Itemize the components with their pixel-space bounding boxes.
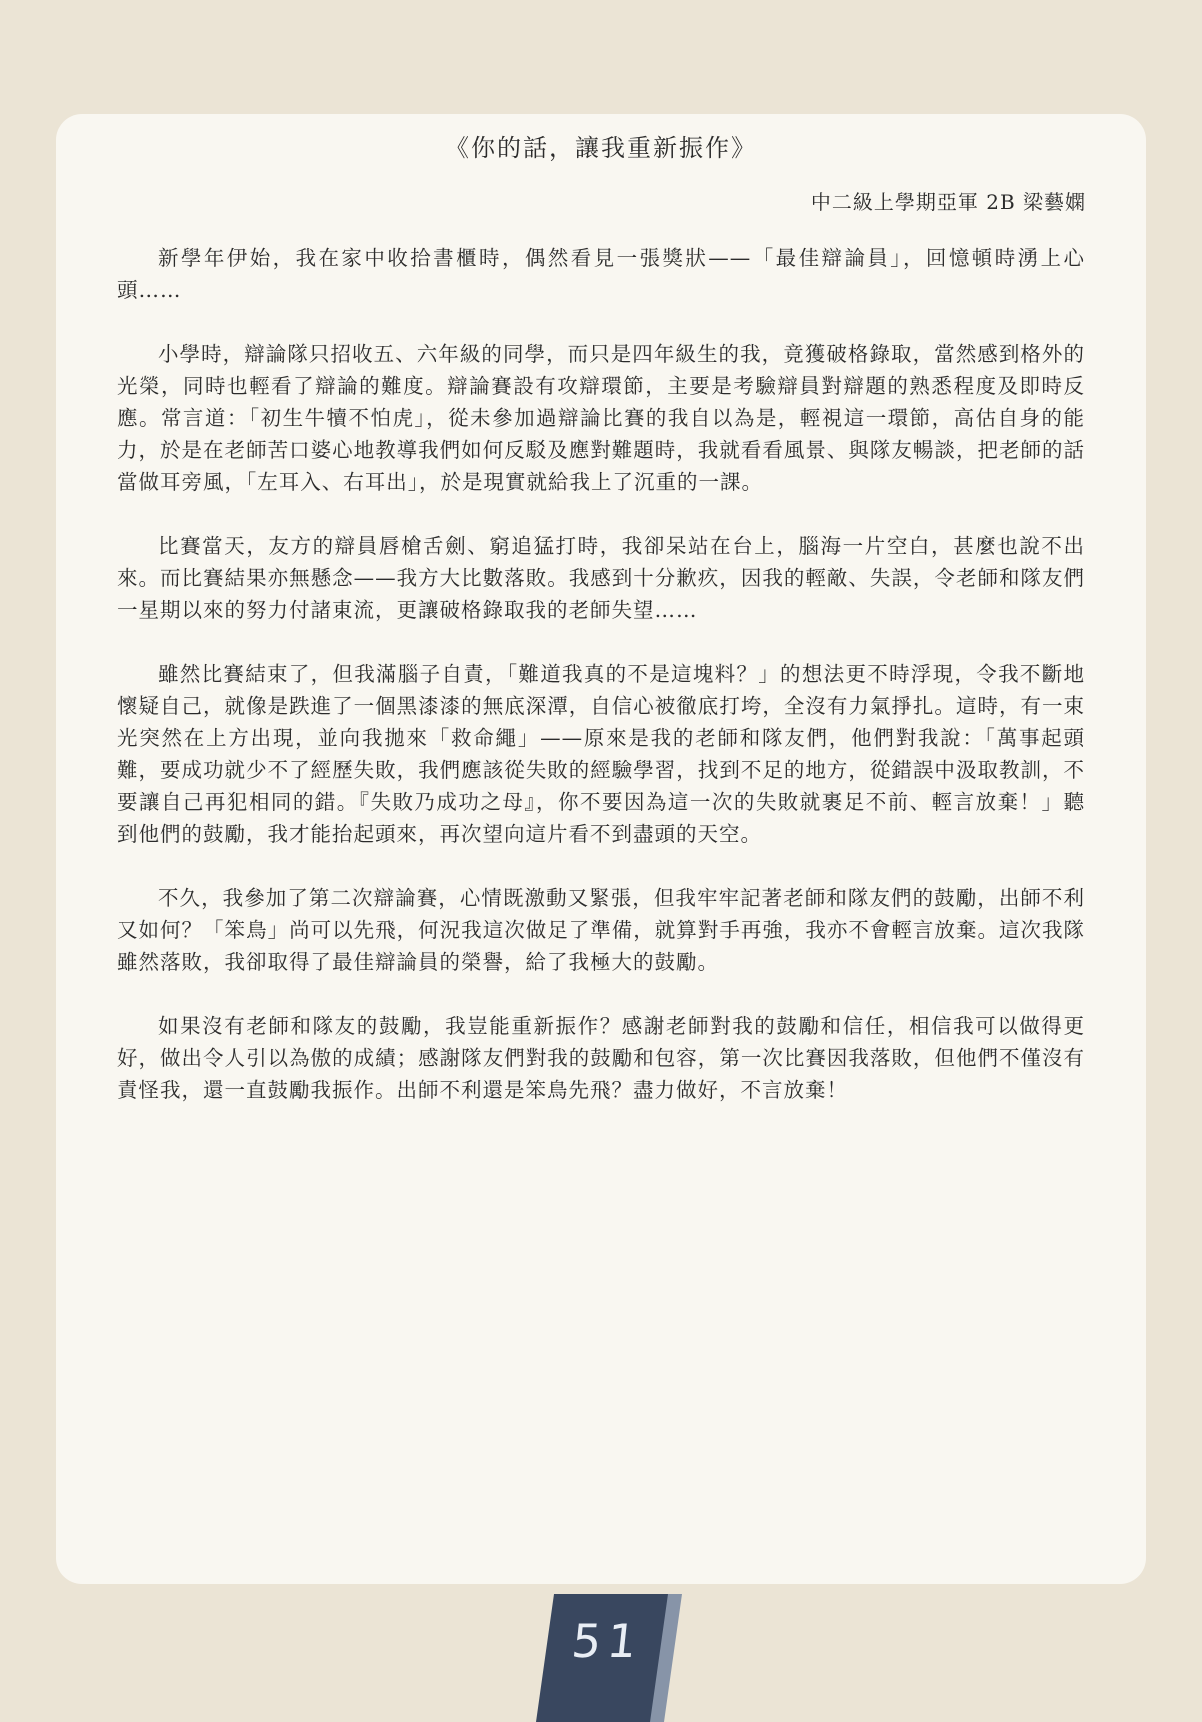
page-number: 51 bbox=[569, 1614, 646, 1668]
essay-title: 《你的話，讓我重新振作》 bbox=[445, 134, 757, 162]
author-line: 中二級上學期亞軍 2B 梁藝嫻 bbox=[810, 190, 1086, 214]
paragraph: 不久，我參加了第二次辯論賽，心情既激動又緊張，但我牢牢記著老師和隊友們的鼓勵，出師不利又如何？「笨鳥」尚可以先飛，何況我這次做足了準備，就算對手再強，我亦不會輕言放棄。這次我隊雖然落敗，我卻取得了最佳辯論員的榮譽，給了我極大的鼓勵。 bbox=[117, 886, 1085, 974]
paragraph: 比賽當天，友方的辯員唇槍舌劍、窮追猛打時，我卻呆站在台上，腦海一片空白，甚麼也說不出來。而比賽結果亦無懸念——我方大比數落敗。我感到十分歉疚，因我的輕敵、失誤，令老師和隊友們一星期以來的努力付諸東流，更讓破格錄取我的老師失望…… bbox=[117, 534, 1085, 622]
paragraph: 新學年伊始，我在家中收拾書櫃時，偶然看見一張獎狀——「最佳辯論員」，回憶頓時湧上心頭…… bbox=[117, 246, 1085, 302]
paragraph: 雖然比賽結束了，但我滿腦子自責，「難道我真的不是這塊料？」的想法更不時浮現，令我不斷地懷疑自己，就像是跌進了一個黑漆漆的無底深潭，自信心被徹底打垮，全沒有力氣掙扎。這時，有一束光突然在上方出現，並向我拋來「救命繩」——原來是我的老師和隊友們，他們對我說：「萬事起頭難，要成功就少不了經歷失敗，我們應該從失敗的經驗學習，找到不足的地方，從錯誤中汲取教訓，不要讓自己再犯相同的錯。『失敗乃成功之母』，你不要因為這一次的失敗就裹足不前、輕言放棄！」聽到他們的鼓勵，我才能抬起頭來，再次望向這片看不到盡頭的天空。 bbox=[117, 662, 1085, 846]
essay-card bbox=[56, 114, 1146, 1584]
paragraph: 如果沒有老師和隊友的鼓勵，我豈能重新振作？感謝老師對我的鼓勵和信任，相信我可以做得更好，做出令人引以為傲的成績；感謝隊友們對我的鼓勵和包容，第一次比賽因我落敗，但他們不僅沒有責怪我，還一直鼓勵我振作。出師不利還是笨鳥先飛？盡力做好，不言放棄！ bbox=[117, 1014, 1085, 1102]
paragraph: 小學時，辯論隊只招收五、六年級的同學，而只是四年級生的我，竟獲破格錄取，當然感到格外的光榮，同時也輕看了辯論的難度。辯論賽設有攻辯環節，主要是考驗辯員對辯題的熟悉程度及即時反應。常言道：「初生牛犢不怕虎」，從未參加過辯論比賽的我自以為是，輕視這一環節，高估自身的能力，於是在老師苦口婆心地教導我們如何反駁及應對難題時，我就看看風景、與隊友暢談，把老師的話當做耳旁風，「左耳入、右耳出」，於是現實就給我上了沉重的一課。 bbox=[117, 342, 1085, 494]
essay-body bbox=[117, 242, 1085, 1138]
